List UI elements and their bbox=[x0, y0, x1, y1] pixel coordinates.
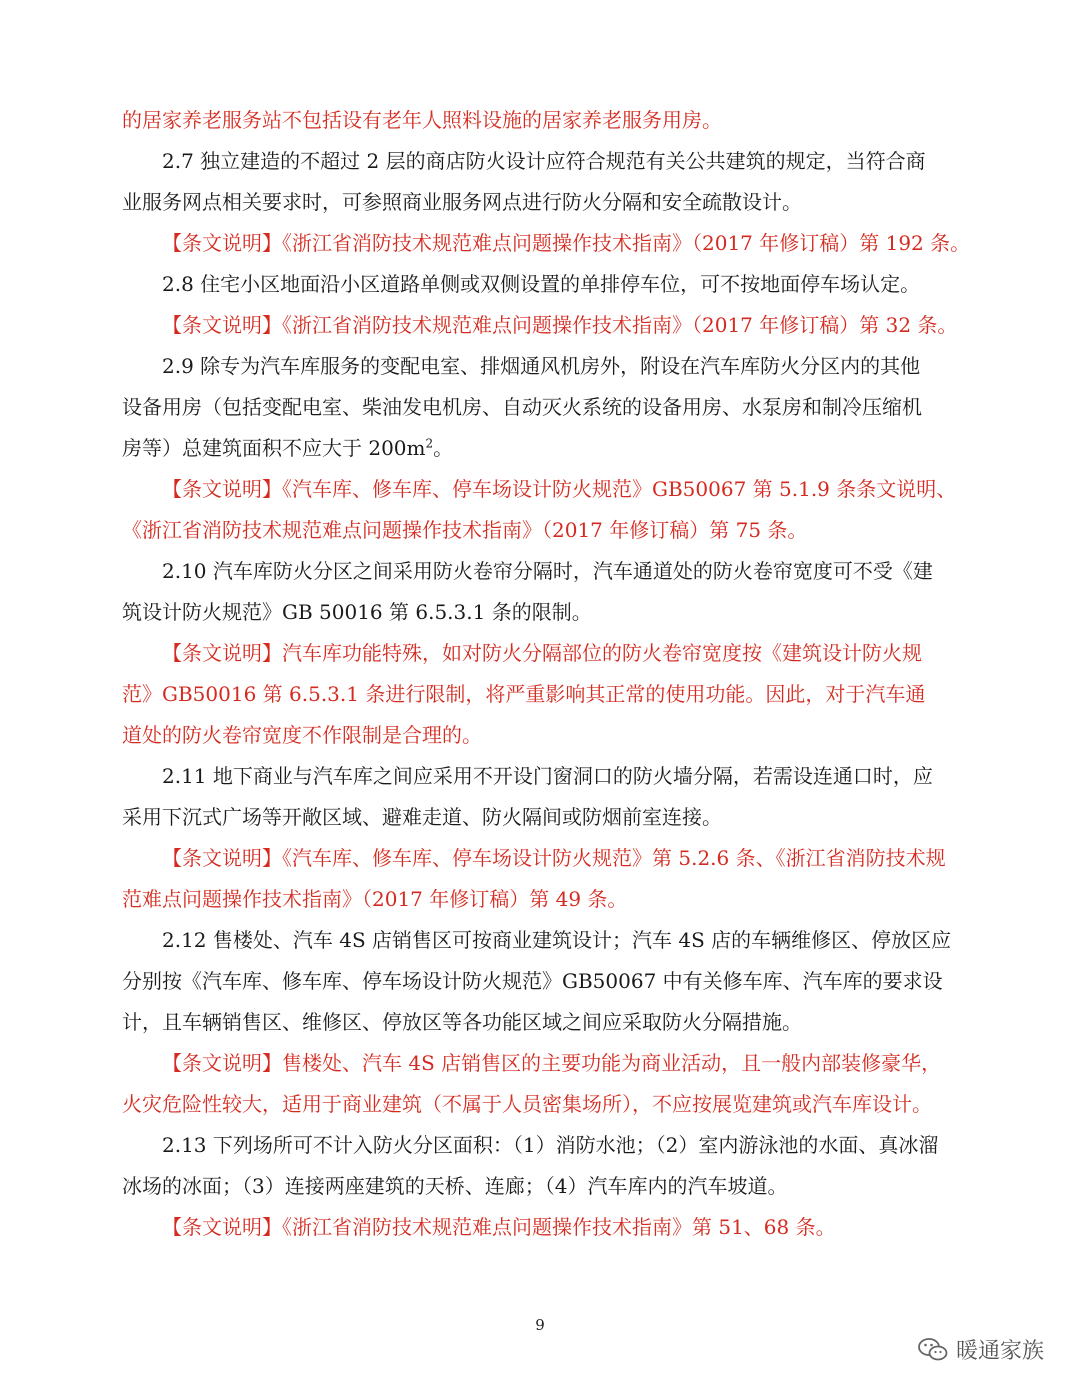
clause-text-line: 2.13 下列场所可不计入防火分区面积：（1）消防水池；（2）室内游泳池的水面、真冰溜 bbox=[162, 1133, 939, 1157]
document-body bbox=[122, 100, 972, 1248]
clause-text-line: 冰场的冰面；（3）连接两座建筑的天桥、连廊；（4）汽车库内的汽车坡道。 bbox=[122, 1174, 788, 1198]
clause-explanation-line: 【条文说明】售楼处、汽车 4S 店销售区的主要功能为商业活动，且一般内部装修豪华， bbox=[162, 1051, 942, 1075]
clause-explanation-line: 《浙江省消防技术规范难点问题操作技术指南》（2017 年修订稿）第 75 条。 bbox=[122, 518, 808, 542]
clause-explanation-line: 【条文说明】《汽车库、修车库、停车场设计防火规范》第 5.2.6 条、《浙江省消防技术规 bbox=[162, 846, 946, 870]
clause-text-line: 2.7 独立建造的不超过 2 层的商店防火设计应符合规范有关公共建筑的规定，当符合商 bbox=[162, 149, 926, 173]
clause-text-line: 2.11 地下商业与汽车库之间应采用不开设门窗洞口的防火墙分隔，若需设连通口时，应 bbox=[162, 764, 933, 788]
clause-text-line: 业服务网点相关要求时，可参照商业服务网点进行防火分隔和安全疏散设计。 bbox=[122, 190, 802, 214]
clause-explanation-line: 范》GB50016 第 6.5.3.1 条进行限制，将严重影响其正常的使用功能。因此，对于汽车通 bbox=[122, 682, 926, 706]
clause-text-line: 分别按《汽车库、修车库、停车场设计防火规范》GB50067 中有关修车库、汽车库的要求设 bbox=[122, 969, 943, 993]
page-number: 9 bbox=[535, 1316, 545, 1334]
clause-text-line: 采用下沉式广场等开敞区域、避难走道、防火隔间或防烟前室连接。 bbox=[122, 805, 722, 829]
clause-explanation-line: 【条文说明】《浙江省消防技术规范难点问题操作技术指南》（2017 年修订稿）第 32 条。 bbox=[162, 313, 958, 337]
clause-explanation-line: 道处的防火卷帘宽度不作限制是合理的。 bbox=[122, 723, 482, 747]
clause-text-line: 筑设计防火规范》GB 50016 第 6.5.3.1 条的限制。 bbox=[122, 600, 592, 624]
clause-explanation-line: 【条文说明】《浙江省消防技术规范难点问题操作技术指南》第 51、68 条。 bbox=[162, 1215, 836, 1239]
clause-text-line: 2.8 住宅小区地面沿小区道路单侧或双侧设置的单排停车位，可不按地面停车场认定。 bbox=[162, 272, 921, 296]
clause-text-line: 2.9 除专为汽车库服务的变配电室、排烟通风机房外，附设在汽车库防火分区内的其他 bbox=[162, 354, 921, 378]
clause-text-line: 设备用房（包括变配电室、柴油发电机房、自动灭火系统的设备用房、水泵房和制冷压缩机 bbox=[122, 395, 922, 419]
clause-text-line: 2.10 汽车库防火分区之间采用防火卷帘分隔时，汽车通道处的防火卷帘宽度可不受《建 bbox=[162, 559, 933, 583]
clause-text-line: 计，且车辆销售区、维修区、停放区等各功能区域之间应采取防火分隔措施。 bbox=[122, 1010, 802, 1034]
wechat-icon bbox=[918, 1337, 948, 1363]
clause-explanation-line: 火灾危险性较大，适用于商业建筑（不属于人员密集场所），不应按展览建筑或汽车库设计。 bbox=[122, 1092, 932, 1116]
watermark bbox=[918, 1334, 1044, 1365]
clause-explanation-line: 【条文说明】《浙江省消防技术规范难点问题操作技术指南》（2017 年修订稿）第 192 条。 bbox=[162, 231, 971, 255]
clause-explanation-line: 范难点问题操作技术指南》（2017 年修订稿）第 49 条。 bbox=[122, 887, 628, 911]
clause-text-line: 房等）总建筑面积不应大于 $200m^2$。 bbox=[122, 436, 454, 460]
clause-explanation-line: 【条文说明】汽车库功能特殊，如对防火分隔部位的防火卷帘宽度按《建筑设计防火规 bbox=[162, 641, 922, 665]
clause-explanation-line: 【条文说明】《汽车库、修车库、停车场设计防火规范》GB50067 第 5.1.9 条条文说明、 bbox=[162, 477, 957, 501]
clause-text-line: 2.12 售楼处、汽车 4S 店销售区可按商业建筑设计；汽车 4S 店的车辆维修区、停放区应 bbox=[162, 928, 952, 952]
clause-explanation-line: 的居家养老服务站不包括设有老年人照料设施的居家养老服务用房。 bbox=[122, 108, 722, 132]
watermark-text: 暖通家族 bbox=[955, 1339, 1044, 1364]
